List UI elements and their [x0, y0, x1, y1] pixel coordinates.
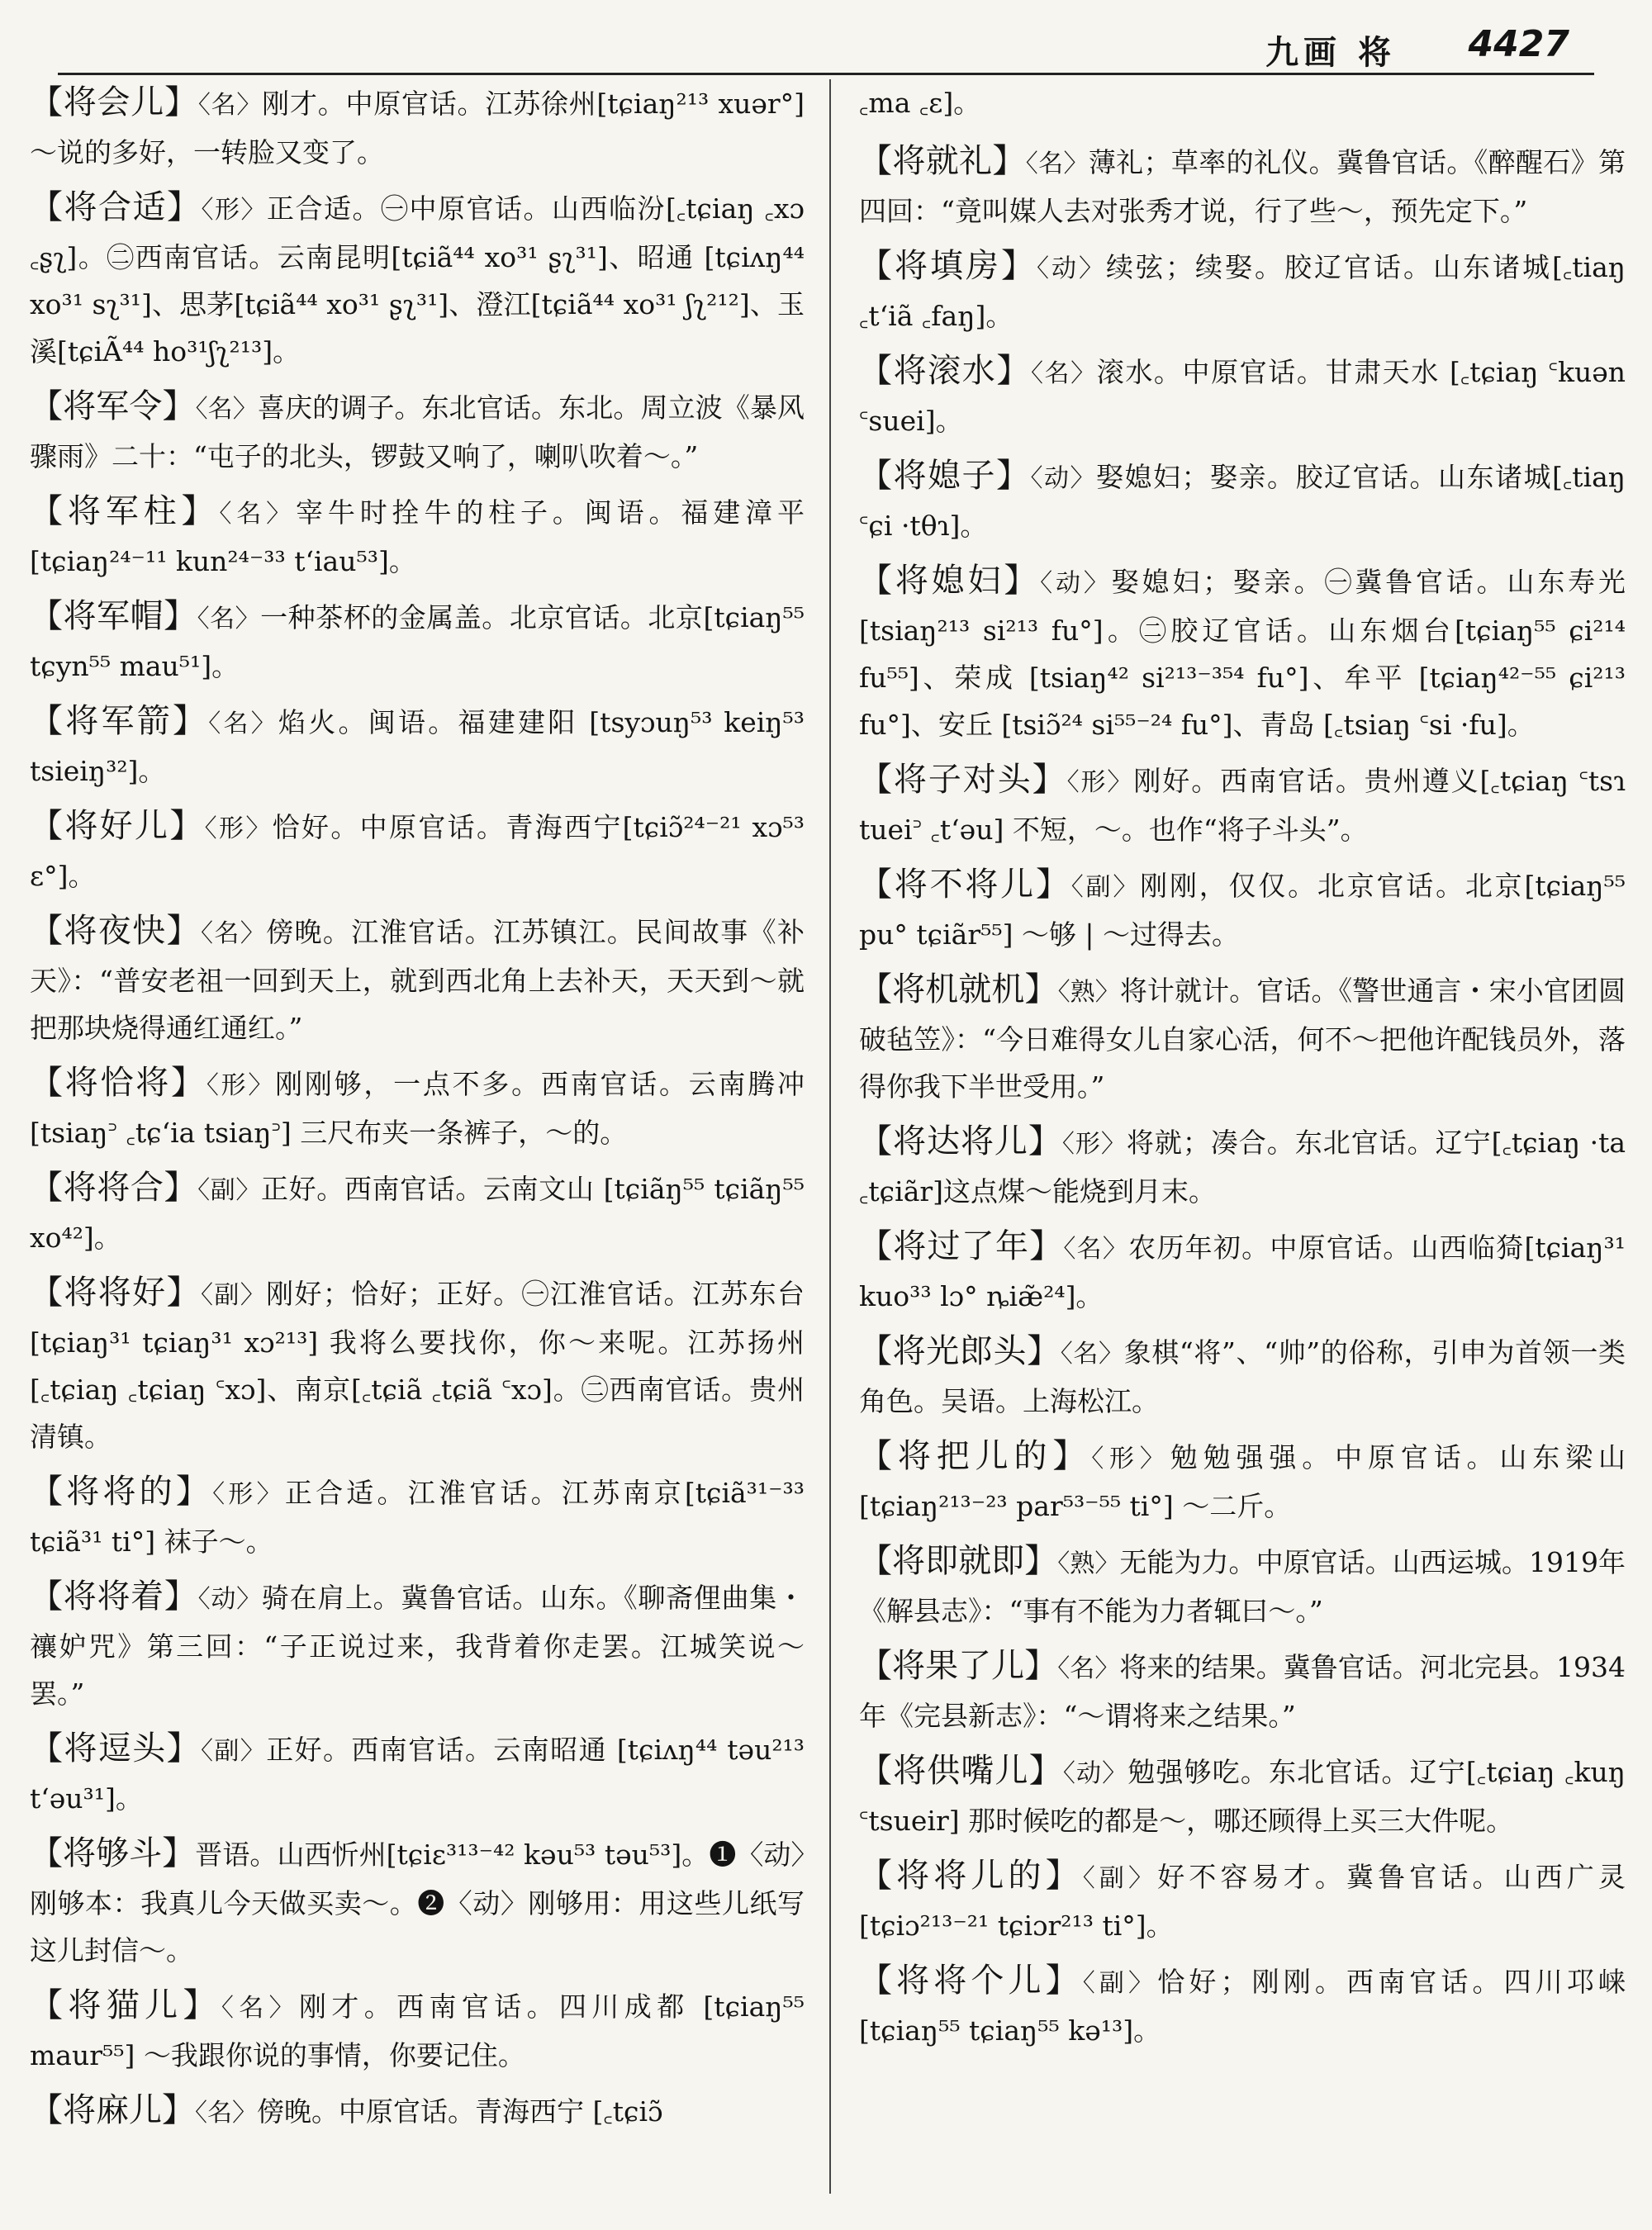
entry-definition: 刚好。西南官话。贵州遵义[꜀tɕiaŋ ꜂tsɿ tuei꜄ ꜀tʻəu] 不短，～。也作“将子斗头”。	[859, 765, 1626, 846]
dictionary-entry	[859, 453, 1626, 549]
entry-pos: 〈名〉	[200, 919, 267, 948]
entry-pos: 〈形〉	[1061, 1130, 1127, 1159]
dictionary-entry	[30, 1725, 805, 1822]
entry-definition: 骑在肩上。冀鲁官话。山东。《聊斋俚曲集・禳妒咒》第三回：“子正说过来，我背着你走罢。江城笑说～罢。”	[30, 1582, 805, 1710]
dictionary-entry	[859, 1433, 1626, 1530]
entry-headword: 【将麻儿】	[30, 2091, 195, 2129]
entry-pos: 〈名〉	[1057, 1654, 1120, 1683]
entry-pos: 〈形〉	[1091, 1445, 1170, 1473]
entry-definition: 娶媳妇；娶亲。胶辽官话。山东诸城[꜀tiaŋ ꜂ɕi ·tθɿ]。	[859, 461, 1626, 542]
entry-definition: 娶媳妇；娶亲。㊀冀鲁官话。山东寿光 [tsiaŋ²¹³ si²¹³ fu°]。㊁胶辽官话。山东烟台[tɕiaŋ⁵⁵ ɕi²¹⁴ fu⁵⁵]、荣成 [tsiaŋ⁴² si²¹³⁻³⁵⁴ fu°]、牟平 [tɕiaŋ⁴²⁻⁵⁵ ɕi²¹³ fu°]、安丘 [tsiɔ̃²⁴ si⁵⁵⁻²⁴ fu°]、青岛 [꜀tsiaŋ ꜂si ·fu]。	[859, 566, 1626, 741]
entry-pos: 〈动〉	[1037, 254, 1106, 283]
entry-definition: 傍晚。江淮官话。江苏镇江。民间故事《补天》：“普安老祖一回到天上，就到西北角上去补天，天天到～就把那块烧得通红通红。”	[30, 916, 805, 1044]
entry-headword: 【将子对头】	[859, 761, 1067, 799]
entry-pos: 〈副〉	[1082, 1864, 1158, 1893]
dictionary-entry	[859, 1643, 1626, 1739]
dictionary-entry	[859, 1223, 1626, 1320]
entry-definition: 勉勉强强。中原官话。山东梁山[tɕiaŋ²¹³⁻²³ par⁵³⁻⁵⁵ ti°] ～二斤。	[859, 1441, 1626, 1522]
entry-headword: 【将将个儿】	[859, 1962, 1083, 2000]
dictionary-entry	[30, 488, 805, 585]
entry-definition: 宰牛时拴牛的柱子。闽语。福建漳平[tɕiaŋ²⁴⁻¹¹ kun²⁴⁻³³ tʻiau⁵³]。	[30, 496, 805, 577]
dictionary-entry	[30, 593, 805, 690]
entry-headword: 【将会儿】	[30, 83, 198, 121]
entry-definition: 晋语。山西忻州[tɕiɛ³¹³⁻⁴² kəu⁵³ təu⁵³]。❶〈动〉刚够本：我真儿今天做买卖～。❷〈动〉刚够用：用这些儿纸写这儿封信～。	[30, 1839, 805, 1967]
entry-definition: 刚才。中原官话。江苏徐州[tɕiaŋ²¹³ xuər°] ～说的多好，一转脸又变了。	[30, 88, 805, 168]
dictionary-entry	[30, 1269, 805, 1460]
entry-definition: 刚刚够，一点不多。西南官话。云南腾冲 [tsiaŋ꜄ ꜀tɕʻia tsiaŋ꜄] 三尺布夹一条裤子，～的。	[30, 1068, 805, 1149]
entry-pos: 〈名〉	[1060, 1340, 1124, 1369]
entry-definition: 勉强够吃。东北官话。辽宁[꜀tɕiaŋ ꜀kuŋ ꜂tsueir] 那时候吃的都是～，哪还顾得上买三大件呢。	[859, 1756, 1626, 1837]
dictionary-entry	[30, 1165, 805, 1261]
entry-headword: 【将填房】	[859, 247, 1037, 285]
section-label: 九画 将	[1265, 33, 1396, 72]
left-column	[30, 79, 805, 2145]
entry-pos: 〈副〉	[200, 1281, 267, 1310]
entry-pos: 〈名〉	[1030, 359, 1097, 388]
entry-headword: 【将将儿的】	[859, 1857, 1083, 1895]
entry-definition: 将来的结果。冀鲁官话。河北完县。1934年《完县新志》：“～谓将来之结果。”	[859, 1651, 1626, 1732]
dictionary-entry	[859, 138, 1626, 235]
dictionary-entry	[859, 1957, 1626, 2054]
entry-pos: 〈形〉	[206, 1071, 276, 1100]
entry-headword: 【将夜快】	[30, 912, 201, 950]
entry-headword: 【将即就即】	[859, 1542, 1058, 1580]
entry-definition: 无能为力。中原官话。山西运城。1919年《解县志》：“事有不能为力者辄曰～。”	[859, 1546, 1626, 1627]
entry-headword: 【将光郎头】	[859, 1332, 1061, 1370]
entry-pos: 〈副〉	[1070, 873, 1141, 902]
entry-pos: 〈名〉	[195, 2099, 257, 2128]
dictionary-entry	[859, 348, 1626, 444]
entry-headword: 【将将着】	[30, 1578, 198, 1616]
dictionary-entry	[30, 1982, 805, 2079]
entry-definition: 正合适。㊀中原官话。山西临汾[꜀tɕiaŋ ꜀xɔ ꜀ʂʅ]。㊁西南官话。云南昆明[tɕiã⁴⁴ xo³¹ ʂʅ³¹]、昭通 [tɕiʌŋ⁴⁴ xo³¹ sʅ³¹]、思茅[tɕiã⁴⁴ xo³¹ ʂʅ³¹]、澄江[tɕiã⁴⁴ xo³¹ ʃʅ²¹²]、玉溪[tɕiÃ⁴⁴ ho³¹ʃʅ²¹³]。	[30, 192, 805, 368]
entry-headword: 【将把儿的】	[859, 1437, 1092, 1475]
continuation-text: ꜀ma ꜀ɛ]。	[859, 87, 981, 119]
entry-headword: 【将不将儿】	[859, 866, 1071, 904]
entry-definition: 刚好；恰好；正好。㊀江淮官话。江苏东台 [tɕiaŋ³¹ tɕiaŋ³¹ xɔ²¹³] 我将么要找你，你～来呢。江苏扬州 [꜀tɕiaŋ ꜀tɕiaŋ ꜂xɔ]、南京[꜀tɕiã ꜀tɕiã ꜂xɔ]。㊁西南官话。贵州清镇。	[30, 1278, 805, 1453]
entry-headword: 【将合适】	[30, 188, 202, 226]
entry-definition: 刚刚，仅仅。北京官话。北京[tɕiaŋ⁵⁵ pu° tɕiãr⁵⁵] ～够 | ～过得去。	[859, 870, 1626, 951]
entry-definition: 一种茶杯的金属盖。北京官话。北京[tɕiaŋ⁵⁵ tɕyn⁵⁵ mau⁵¹]。	[30, 601, 805, 682]
entry-pos: 〈副〉	[201, 1737, 267, 1766]
entry-definition: 刚才。西南官话。四川成都 [tɕiaŋ⁵⁵ maur⁵⁵] ～我跟你说的事情，你要记住。	[30, 1990, 805, 2071]
dictionary-entry	[30, 184, 805, 375]
dictionary-entry	[859, 1853, 1626, 1949]
entry-definition: 正好。西南官话。云南昭通 [tɕiʌŋ⁴⁴ təu²¹³ tʻəu³¹]。	[30, 1734, 805, 1815]
entry-pos: 〈副〉	[1082, 1969, 1158, 1998]
dictionary-entry	[30, 908, 805, 1051]
entry-headword: 【将好儿】	[30, 807, 205, 845]
dictionary-entry	[30, 1830, 805, 1974]
dictionary-entry	[30, 1468, 805, 1565]
entry-headword: 【将媳子】	[859, 457, 1031, 495]
dictionary-entry	[30, 1060, 805, 1156]
entry-headword: 【将就礼】	[859, 142, 1026, 180]
entry-pos: 〈形〉	[1066, 768, 1134, 797]
entry-headword: 【将果了儿】	[859, 1647, 1058, 1685]
column-divider	[829, 79, 831, 2194]
entry-headword: 【将将好】	[30, 1274, 201, 1312]
entry-definition: 将就；凑合。东北官话。辽宁[꜀tɕiaŋ ·ta ꜀tɕiãr]这点煤～能烧到月末。	[859, 1127, 1626, 1208]
entry-pos: 〈名〉	[197, 91, 263, 120]
dictionary-entry	[859, 757, 1626, 853]
entry-pos: 〈名〉	[195, 395, 258, 424]
dictionary-entry	[30, 383, 805, 480]
entry-definition: 恰好；刚刚。西南官话。四川邛崃[tɕiaŋ⁵⁵ tɕiaŋ⁵⁵ kə¹³]。	[859, 1966, 1626, 2047]
entry-pos: 〈名〉	[1025, 149, 1089, 178]
entry-headword: 【将媳妇】	[859, 562, 1041, 600]
dictionary-entry	[859, 1118, 1626, 1215]
entry-headword: 【将逗头】	[30, 1729, 201, 1767]
entry-headword: 【将达将儿】	[859, 1122, 1062, 1160]
entry-headword: 【将供嘴儿】	[859, 1752, 1063, 1790]
dictionary-entry	[859, 243, 1626, 339]
entry-pos: 〈形〉	[212, 1480, 285, 1509]
entry-pos: 〈熟〉	[1057, 1549, 1120, 1578]
entry-pos: 〈名〉	[219, 500, 296, 529]
entry-definition: 正合适。江淮官话。江苏南京[tɕiã³¹⁻³³ tɕiã³¹ ti°] 袜子～。	[30, 1477, 805, 1558]
entry-headword: 【将军箭】	[30, 702, 209, 740]
entry-pos: 〈形〉	[201, 196, 267, 225]
entry-definition: 焰火。闽语。福建建阳 [tsyɔuŋ⁵³ keiŋ⁵³ tsieiŋ³²]。	[30, 706, 805, 787]
entry-headword: 【将将合】	[30, 1169, 198, 1207]
entry-headword: 【将军令】	[30, 387, 196, 425]
dictionary-entry	[30, 803, 805, 899]
dictionary-entry	[859, 966, 1626, 1110]
entry-headword: 【将机就机】	[859, 970, 1058, 1008]
entry-pos: 〈动〉	[1030, 464, 1096, 493]
entry-pos: 〈形〉	[204, 814, 273, 843]
entry-pos: 〈熟〉	[1057, 978, 1120, 1007]
entry-definition: 象棋“将”、“帅”的俗称，引申为首领一类角色。吴语。上海松江。	[859, 1336, 1626, 1417]
entry-definition: 续弦；续娶。胶辽官话。山东诸城[꜀tiaŋ ꜀tʻiã ꜀faŋ]。	[859, 251, 1626, 332]
dictionary-entry	[859, 558, 1626, 748]
entry-definition: 将计就计。官话。《警世通言・宋小官团圆破毡笠》：“今日难得女儿自家心活，何不～把他许配钱员外，落得你我下半世受用。”	[859, 975, 1626, 1103]
dictionary-entry	[859, 1538, 1626, 1635]
dictionary-entry	[30, 1573, 805, 1717]
entry-definition: 好不容易才。冀鲁官话。山西广灵[tɕiɔ²¹³⁻²¹ tɕiɔr²¹³ ti°]。	[859, 1861, 1626, 1942]
page-header	[58, 15, 1594, 75]
right-column	[859, 79, 1626, 2062]
entry-headword: 【将军柱】	[30, 492, 220, 530]
entry-headword: 【将猫儿】	[30, 1986, 221, 2024]
page-number: 4427	[1468, 23, 1569, 65]
entry-definition: 喜庆的调子。东北官话。东北。周立波《暴风骤雨》二十：“屯子的北头，锣鼓又响了，喇叭吹着～。”	[30, 391, 805, 472]
entry-pos: 〈名〉	[221, 1994, 300, 2023]
dictionary-entry	[859, 1748, 1626, 1844]
entry-definition: 滚水。中原官话。甘肃天水 [꜀tɕiaŋ ꜂kuən ꜂suei]。	[859, 356, 1626, 437]
entry-pos: 〈名〉	[208, 709, 279, 738]
dictionary-entry	[30, 79, 805, 176]
entry-headword: 【将过了年】	[859, 1227, 1064, 1265]
entry-pos: 〈动〉	[197, 1585, 262, 1614]
entry-headword: 【将军帽】	[30, 597, 197, 635]
entry-headword: 【将够斗】	[30, 1834, 196, 1872]
dictionary-entry	[30, 698, 805, 795]
entry-headword: 【将恰将】	[30, 1064, 206, 1102]
entry-definition: 恰好。中原官话。青海西宁[tɕiɔ̃²⁴⁻²¹ xɔ⁵³ ɛ°]。	[30, 811, 805, 892]
entry-pos: 〈动〉	[1040, 569, 1112, 598]
entry-pos: 〈名〉	[1063, 1235, 1129, 1264]
entry-headword: 【将将的】	[30, 1473, 213, 1511]
entry-definition: 正好。西南官话。云南文山 [tɕiãŋ⁵⁵ tɕiãŋ⁵⁵ xo⁴²]。	[30, 1173, 805, 1254]
entry-pos: 〈名〉	[197, 605, 261, 633]
entry-pos: 〈副〉	[197, 1176, 262, 1205]
dictionary-entry	[859, 1328, 1626, 1425]
entry-definition: 傍晚。中原官话。青海西宁 [꜀tɕiɔ̃	[257, 2095, 663, 2128]
entry-definition: 薄礼；草率的礼仪。冀鲁官话。《醉醒石》第四回：“竟叫媒人去对张秀才说，行了些～，预先定下。”	[859, 146, 1626, 227]
entry-pos: 〈动〉	[1062, 1759, 1128, 1788]
entry-headword: 【将滚水】	[859, 352, 1031, 390]
dictionary-entry	[859, 861, 1626, 958]
entry-definition: 农历年初。中原官话。山西临猗[tɕiaŋ³¹ kuo³³ lɔ° ȵiæ̃²⁴]。	[859, 1231, 1626, 1312]
dictionary-entry	[30, 2087, 805, 2137]
